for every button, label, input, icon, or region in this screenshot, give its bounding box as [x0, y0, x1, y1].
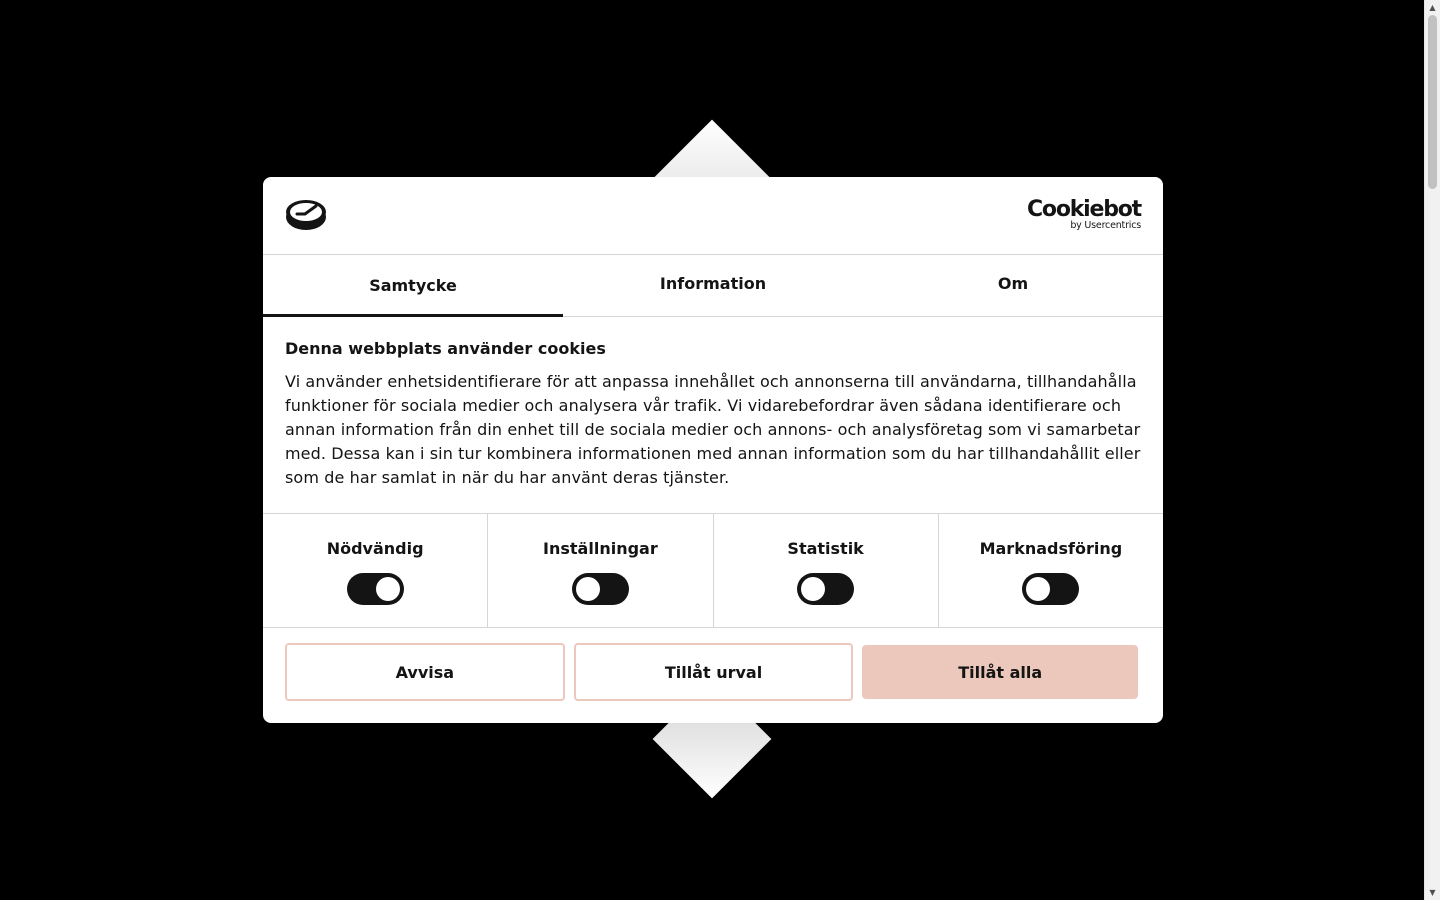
reject-button[interactable]: Avvisa: [285, 643, 565, 701]
brand-subtitle: by Usercentrics: [1070, 220, 1141, 231]
cookie-consent-dialog: [263, 177, 1163, 723]
consent-toggles: [263, 513, 1163, 628]
toggle-knob: [576, 577, 600, 601]
consent-buttons: [263, 628, 1163, 701]
toggle-cell-marketing: [939, 514, 1163, 627]
necessary-toggle-switch[interactable]: [347, 573, 404, 605]
toggle-knob: [376, 577, 400, 601]
toggle-label-necessary: Nödvändig: [326, 539, 424, 558]
consent-heading: Denna webbplats använder cookies: [285, 339, 606, 358]
consent-content: [263, 317, 1163, 513]
tab-information[interactable]: Information: [659, 274, 767, 293]
scroll-thumb[interactable]: [1428, 15, 1437, 189]
toggle-cell-preferences: [488, 514, 713, 627]
allow-all-button[interactable]: Tillåt alla: [862, 645, 1138, 699]
page-scrollbar[interactable]: [1424, 0, 1440, 900]
site-logo-icon: [285, 199, 327, 231]
statistics-toggle-switch[interactable]: [797, 573, 854, 605]
brand-name: Cookiebot: [1026, 197, 1141, 222]
dialog-header: [263, 177, 1163, 255]
marketing-toggle-switch[interactable]: [1022, 573, 1079, 605]
cookiebot-brand-logo[interactable]: [1027, 199, 1141, 231]
allow-selection-button[interactable]: Tillåt urval: [574, 643, 854, 701]
tab-about[interactable]: Om: [997, 274, 1029, 293]
toggle-cell-statistics: [714, 514, 939, 627]
scroll-down-arrow-icon[interactable]: ▼: [1429, 888, 1436, 897]
tab-consent[interactable]: Samtycke: [263, 255, 563, 316]
tab-bar: [263, 255, 1163, 317]
toggle-knob: [801, 577, 825, 601]
toggle-knob: [1026, 577, 1050, 601]
toggle-label-statistics: Statistik: [787, 539, 864, 558]
consent-description: Vi använder enhetsidentifierare för att anpassa innehållet och annonserna till användarna, tillhandahålla funktioner för sociala medier och analysera vår trafik. Vi vidarebefordrar även sådana identifierare och annan information från din enhet till de sociala medier och annons- och analysföretag som vi samarbetar med. Dessa kan i sin tur kombinera informationen med annan information som du har tillhandahållit eller som de har samlat in när du har använt deras tjänster.: [285, 372, 1141, 487]
preferences-toggle-switch[interactable]: [572, 573, 629, 605]
scroll-up-arrow-icon[interactable]: ▲: [1429, 3, 1436, 12]
toggle-label-marketing: Marknadsföring: [979, 539, 1123, 558]
toggle-cell-necessary: [263, 514, 488, 627]
toggle-label-preferences: Inställningar: [543, 539, 658, 558]
